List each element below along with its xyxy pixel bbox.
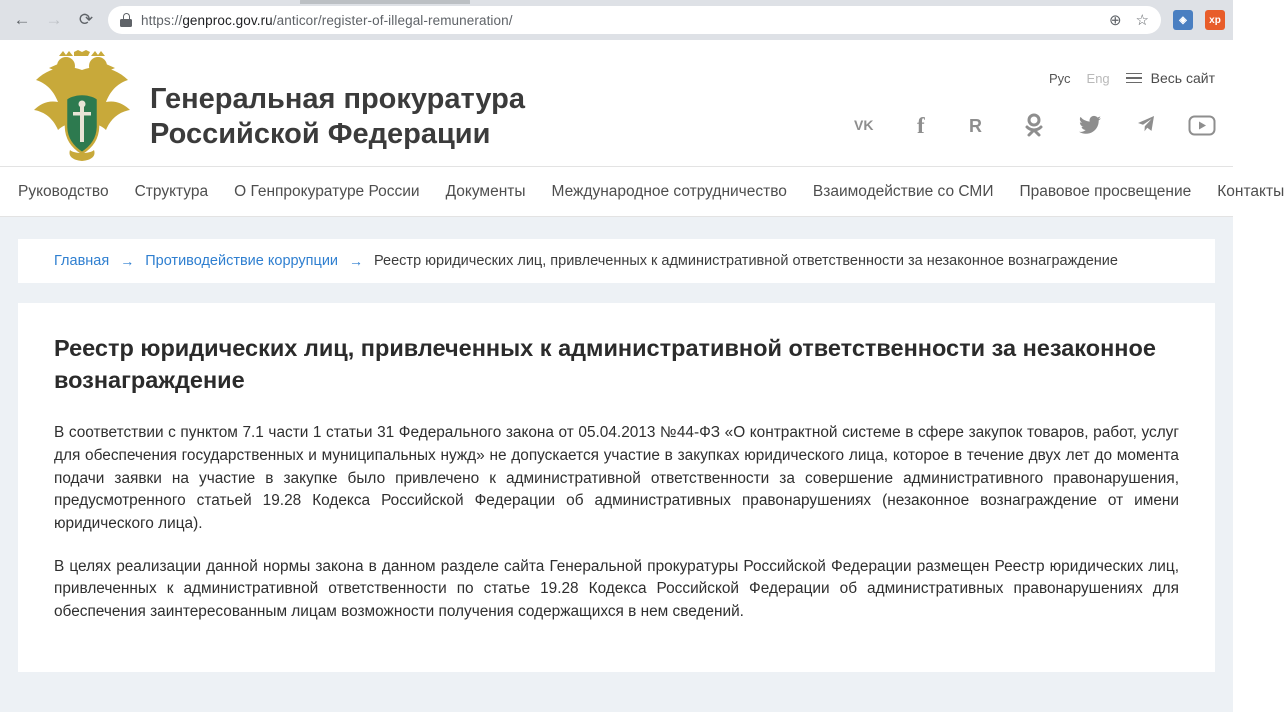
lock-icon — [120, 13, 132, 27]
zoom-icon[interactable]: ⊕ — [1108, 11, 1122, 29]
breadcrumb-section[interactable]: Противодействие коррупции — [145, 253, 339, 269]
browser-tab[interactable] — [300, 0, 470, 4]
breadcrumb-band — [0, 217, 1233, 303]
page-body — [0, 40, 1284, 712]
breadcrumb-arrow-1: → — [120, 253, 135, 269]
nav-item-rukovodstvo[interactable]: Руководство — [18, 182, 109, 200]
telegram-icon[interactable] — [1133, 112, 1159, 138]
address-bar[interactable] — [108, 6, 1161, 34]
breadcrumb — [18, 239, 1215, 283]
coat-of-arms-emblem-icon[interactable] — [28, 50, 136, 162]
breadcrumb-current: Реестр юридических лиц, привлеченных к административной ответственности за незаконное вознаграждение — [374, 253, 1118, 269]
nav-item-kontakty[interactable]: Контакты — [1217, 182, 1284, 200]
article-paragraph-1: В соответствии с пунктом 7.1 части 1 статьи 31 Федерального закона от 05.04.2013 №44-ФЗ «О контрактной системе в сфере закупок товаров, работ, услуг для обеспечения государственных и муниципальных нужд» не допускается участие в закупках юридического лица, которое в течение двух лет до момента подачи заявки на участие в закупке было привлечено к административной ответственности за совершение административного правонарушения, предусмотренного статьей 19.28 Кодекса Российской Федерации об административных правонарушениях (незаконное вознаграждение от имени юридического лица). — [54, 424, 1179, 532]
nav-item-o-genprokurature[interactable]: О Генпрокуратуре России — [234, 182, 420, 200]
nav-item-struktura[interactable]: Структура — [134, 182, 209, 200]
extension-icon-xp[interactable]: xp — [1205, 10, 1225, 30]
extension-icon-globe[interactable]: ◈ — [1173, 10, 1193, 30]
social-links — [853, 112, 1215, 138]
content-band — [0, 303, 1233, 712]
rutube-icon[interactable] — [965, 112, 991, 138]
svg-text:f: f — [917, 113, 925, 138]
breadcrumb-home[interactable]: Главная — [54, 253, 110, 269]
site-header — [0, 40, 1233, 166]
forward-button[interactable]: → — [45, 10, 63, 29]
odnoklassniki-icon[interactable] — [1021, 112, 1047, 138]
url-path: /anticor/register-of-illegal-remuneration/ — [272, 12, 513, 28]
whole-site-label: Весь сайт — [1150, 70, 1215, 86]
lang-en[interactable]: Eng — [1086, 70, 1110, 86]
reload-button[interactable]: ⟳ — [78, 10, 94, 29]
lang-ru[interactable]: Рус — [1049, 70, 1071, 86]
youtube-icon[interactable] — [1189, 112, 1215, 138]
bookmark-star-icon[interactable]: ☆ — [1135, 11, 1149, 29]
url-host: genproc.gov.ru — [182, 12, 273, 28]
site-title-line2: Российской Федерации — [150, 118, 491, 151]
nav-item-vzaimodeystvie-so-smi[interactable]: Взаимодействие со СМИ — [812, 182, 994, 200]
breadcrumb-arrow-2: → — [349, 253, 364, 269]
hamburger-icon — [1126, 73, 1142, 84]
back-button[interactable]: ← — [13, 10, 31, 29]
svg-text:R: R — [969, 116, 982, 136]
article-paragraph-2: В целях реализации данной нормы закона в данном разделе сайта Генеральной прокуратуры Российской Федерации размещен Реестр юридических лиц, привлеченных к административной ответственности по статье 19.28 Кодекса Российской Федерации об административных правонарушениях для обеспечения заинтересованным лицам возможности получения содержащихся в нем сведений. — [54, 557, 1179, 620]
url-text — [141, 13, 513, 28]
site-title-line1: Генеральная прокуратура — [150, 83, 526, 115]
main-navigation — [0, 166, 1284, 217]
page-title: Реестр юридических лиц, привлеченных к административной ответственности за незаконное вознаграждение — [54, 335, 1156, 393]
facebook-icon[interactable] — [909, 112, 935, 138]
extension-area — [1167, 10, 1225, 30]
svg-text:VK: VK — [854, 117, 874, 133]
nav-item-dokumenty[interactable]: Документы — [445, 182, 526, 200]
article — [18, 303, 1215, 672]
nav-item-mezhdunarodnoe-sotrudnichestvo[interactable]: Международное сотрудничество — [551, 182, 787, 200]
browser-toolbar — [0, 0, 1233, 40]
nav-item-pravovoe-prosveshchenie[interactable]: Правовое просвещение — [1019, 182, 1192, 200]
site-title — [150, 82, 525, 153]
twitter-icon[interactable] — [1077, 112, 1103, 138]
language-switcher — [1049, 70, 1215, 86]
header-right-area — [853, 40, 1215, 138]
vk-icon[interactable] — [853, 112, 879, 138]
whole-site-menu-button[interactable] — [1126, 70, 1215, 86]
url-scheme: https:// — [141, 12, 183, 28]
